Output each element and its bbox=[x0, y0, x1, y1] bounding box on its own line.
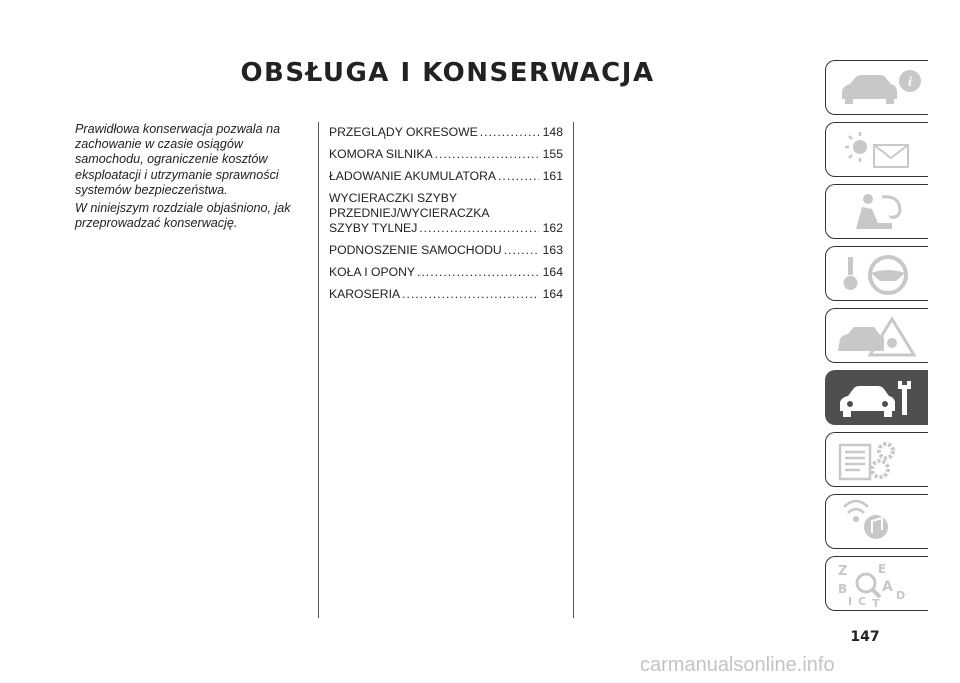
specifications-gear-icon bbox=[834, 437, 926, 483]
svg-text:Z: Z bbox=[838, 564, 848, 579]
car-wrench-icon bbox=[834, 375, 926, 421]
svg-text:C: C bbox=[858, 595, 867, 607]
toc-page: 164 bbox=[542, 264, 563, 279]
multimedia-icon bbox=[834, 499, 926, 545]
column-divider bbox=[573, 122, 574, 618]
toc-entry-przeglady[interactable]: PRZEGLĄDY OKRESOWE ..... 148 bbox=[329, 125, 563, 140]
svg-text:B: B bbox=[838, 582, 848, 596]
tab-index[interactable] bbox=[825, 556, 928, 611]
toc-entry-komora-silnika[interactable]: KOMORA SILNIKA ..... 155 bbox=[329, 147, 563, 162]
svg-text:D: D bbox=[896, 589, 906, 602]
tab-safety[interactable] bbox=[825, 184, 928, 239]
toc-page: 162 bbox=[542, 220, 563, 235]
toc-entry-karoseria[interactable]: KAROSERIA ..... 164 bbox=[329, 287, 563, 302]
intro-paragraph: Prawidłowa konserwacja pozwala na zachowanie w czasie osiągów samochodu, ograniczenie kosztów eksploatacji i utrzymanie sprawności systemów bezpieczeństwa. bbox=[75, 122, 281, 197]
svg-text:A: A bbox=[882, 579, 893, 595]
watermark: carmanualsonline.info bbox=[640, 654, 835, 676]
table-of-contents bbox=[329, 125, 563, 308]
toc-page: 164 bbox=[542, 286, 563, 301]
car-info-icon bbox=[834, 65, 926, 111]
tab-warning-lights[interactable] bbox=[825, 122, 928, 177]
toc-entry-wycieraczki[interactable]: WYCIERACZKI SZYBY PRZEDNIEJ/WYCIERACZKA SZYBY TYLNEJ ..... 162 bbox=[329, 191, 563, 235]
steering-wheel-key-icon bbox=[834, 251, 926, 297]
svg-text:E: E bbox=[878, 562, 887, 576]
tab-starting-driving[interactable] bbox=[825, 246, 928, 301]
tab-multimedia[interactable] bbox=[825, 494, 928, 549]
emergency-breakdown-icon bbox=[834, 313, 926, 359]
warning-lights-message-icon bbox=[834, 127, 926, 173]
svg-text:i: i bbox=[908, 75, 912, 90]
svg-text:I: I bbox=[848, 595, 853, 607]
tab-maintenance[interactable] bbox=[825, 370, 928, 425]
tab-car-info[interactable] bbox=[825, 60, 928, 115]
svg-text:T: T bbox=[872, 597, 880, 607]
airbag-seat-icon bbox=[834, 189, 926, 235]
toc-entry-kola-opony[interactable]: KOŁA I OPONY ..... 164 bbox=[329, 265, 563, 280]
toc-page: 161 bbox=[542, 168, 563, 183]
toc-page: 148 bbox=[542, 125, 563, 139]
toc-entry-podnoszenie[interactable]: PODNOSZENIE SAMOCHODU ..... 163 bbox=[329, 243, 563, 258]
toc-page: 163 bbox=[542, 242, 563, 257]
index-alphabet-icon bbox=[834, 561, 926, 607]
toc-page: 155 bbox=[542, 146, 563, 161]
toc-entry-ladowanie-akumulatora[interactable]: ŁADOWANIE AKUMULATORA ..... 161 bbox=[329, 169, 563, 184]
tab-specifications[interactable] bbox=[825, 432, 928, 487]
chapter-title: OBSŁUGA I KONSERWACJA bbox=[240, 58, 655, 88]
intro-text bbox=[75, 122, 305, 234]
intro-paragraph: W niniejszym rozdziale objaśniono, jak przeprowadzać konserwację. bbox=[75, 201, 291, 231]
page-number: 147 bbox=[850, 629, 880, 645]
column-divider bbox=[318, 122, 319, 618]
tab-emergency[interactable] bbox=[825, 308, 928, 363]
